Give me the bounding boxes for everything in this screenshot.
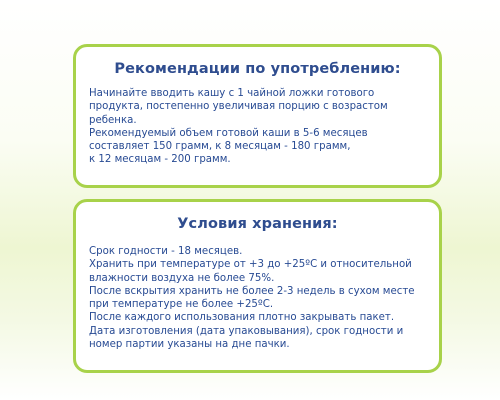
storage-line: Хранить при температуре от +3 до +25ºС и относительной	[89, 259, 412, 271]
recommendations-line: к 12 месяцам - 200 грамм.	[89, 154, 231, 166]
storage-title: Условия хранения:	[177, 216, 338, 232]
recommendations-line: ребенка.	[89, 114, 137, 126]
storage-line: После вскрытия хранить не более 2-3 недель в сухом месте	[89, 285, 415, 297]
recommendations-line: Начинайте вводить кашу с 1 чайной ложки готового	[89, 88, 375, 99]
storage-line: Дата изготовления (дата упаковывания), срок годности и	[89, 325, 404, 337]
storage-line: Срок годности - 18 месяцев.	[89, 246, 243, 257]
recommendations-line: продукта, постепенно увеличивая порцию с возрастом	[89, 101, 388, 113]
storage-card	[73, 199, 442, 373]
recommendations-card	[73, 44, 442, 188]
storage-line: влажности воздуха не более 75%.	[89, 272, 275, 284]
recommendations-line: составляет 150 грамм, к 8 месяцам - 180 грамм,	[89, 141, 351, 153]
storage-line: номер партии указаны на дне пачки.	[89, 339, 290, 351]
storage-line: при температуре не более +25ºС.	[89, 299, 274, 311]
recommendations-text	[89, 87, 431, 167]
storage-text	[89, 245, 431, 351]
recommendations-line: Рекомендуемый объем готовой каши в 5-6 месяцев	[89, 127, 368, 139]
recommendations-title: Рекомендации по употреблению:	[114, 61, 401, 77]
storage-line: После каждого использования плотно закрывать пакет.	[89, 312, 395, 324]
